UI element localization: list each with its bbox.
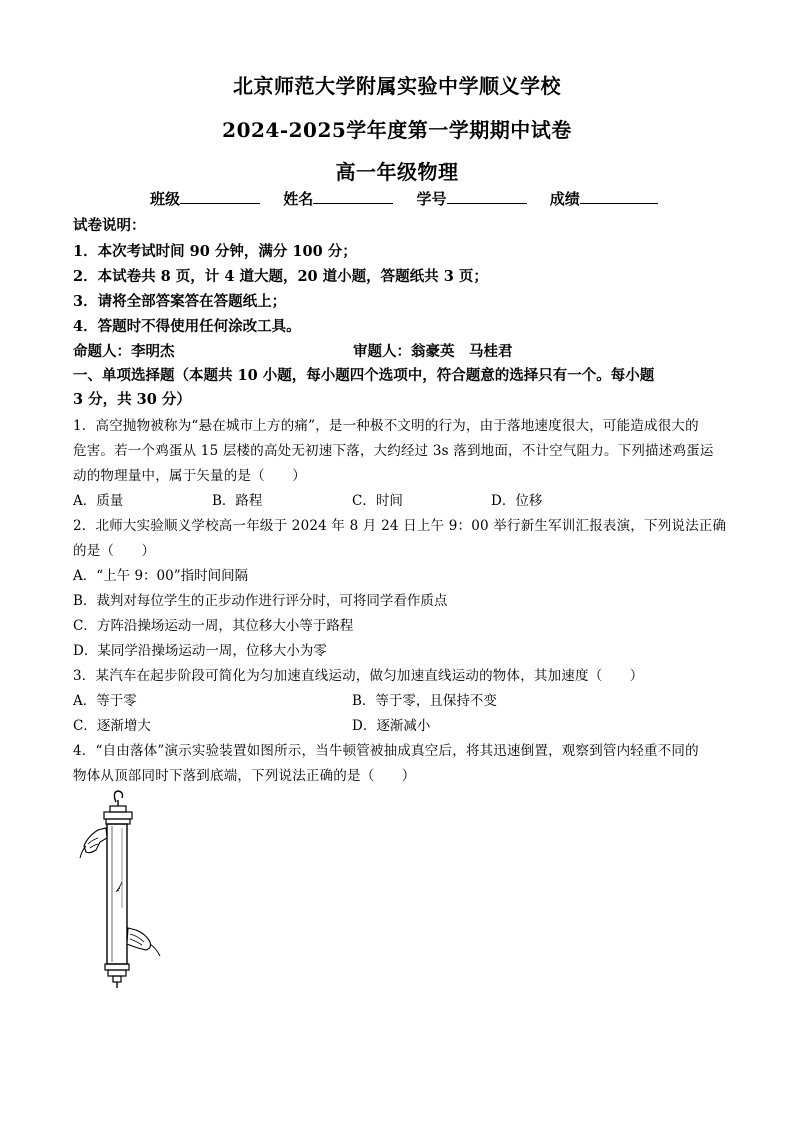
q4-text: 4．“自由落体”演示实验装置如图所示，当牛顿管被抽成真空后，将其迅速倒置，观察到管内轻重不同的 xyxy=(73,743,699,759)
id-blank xyxy=(447,189,527,204)
q2-option-d: D．某同学沿操场运动一周，位移大小为零 xyxy=(73,643,327,659)
student-info-fields xyxy=(150,188,658,209)
q2-option-c: C．方阵沿操场运动一周，其位移大小等于路程 xyxy=(73,618,354,634)
instructions-heading: 试卷说明： xyxy=(73,217,146,234)
q3-text: 3．某汽车在起步阶段可简化为匀加速直线运动，做匀加速直线运动的物体，其加速度（ ） xyxy=(73,668,644,684)
q2-option-b: B．裁判对每位学生的正步动作进行评分时，可将同学看作质点 xyxy=(73,593,448,609)
score-label: 成绩 xyxy=(549,190,580,208)
q2-option-a: A．“上午 9：00”指时间间隔 xyxy=(73,568,249,584)
id-label: 学号 xyxy=(416,190,447,208)
q1-option-d: D．位移 xyxy=(491,493,543,509)
subject-title: 高一年级物理 xyxy=(335,160,459,184)
name-label: 姓名 xyxy=(283,190,314,208)
q3-option-c: C．逐渐增大 xyxy=(73,718,151,734)
q4-text: 物体从顶部同时下落到底端，下列说法正确的是（ ） xyxy=(73,768,416,784)
name-blank xyxy=(313,189,393,204)
q1-text: 1．高空抛物被称为“悬在城市上方的痛”，是一种极不文明的行为，由于落地速度很大，可能造成很大的 xyxy=(73,418,699,434)
q3-option-a: A．等于零 xyxy=(73,693,137,709)
instruction-item: 4．答题时不得使用任何涂改工具。 xyxy=(73,318,301,335)
q1-text: 动的物理量中，属于矢量的是（ ） xyxy=(73,468,306,484)
q2-text: 的是（ ） xyxy=(73,543,156,559)
q1-text: 危害。若一个鸡蛋从 15 层楼的高处无初速下落，大约经过 3s 落到地面，不计空气阻力。下列描述鸡蛋运 xyxy=(73,443,714,459)
instruction-item: 2．本试卷共 8 页，计 4 道大题，20 道小题，答题纸共 3 页； xyxy=(73,268,488,285)
section-heading: 一、单项选择题（本题共 10 小题，每小题四个选项中，符合题意的选择只有一个。每小题 xyxy=(73,367,655,384)
instruction-item: 3．请将全部答案答在答题纸上； xyxy=(73,293,287,310)
class-blank xyxy=(180,189,260,204)
instruction-item: 1．本次考试时间 90 分钟，满分 100 分； xyxy=(73,243,357,260)
q1-option-b: B．路程 xyxy=(212,493,263,509)
exam-title: 2024-2025学年度第一学期期中试卷 xyxy=(222,118,572,142)
school-title: 北京师范大学附属实验中学顺义学校 xyxy=(233,74,561,98)
score-blank xyxy=(580,189,658,204)
author-line: 命题人：李明杰 xyxy=(73,343,175,360)
class-label: 班级 xyxy=(150,190,181,208)
q1-option-a: A．质量 xyxy=(73,493,124,509)
reviewer-line: 审题人：翁豪英 马桂君 xyxy=(353,343,513,360)
section-heading-cont: 3 分，共 30 分） xyxy=(73,391,191,408)
q2-text: 2．北师大实验顺义学校高一年级于 2024 年 8 月 24 日上午 9：00 举行新生军训汇报表演，下列说法正确 xyxy=(73,518,727,534)
newton-tube-figure xyxy=(76,788,166,998)
q1-option-c: C．时间 xyxy=(352,493,403,509)
q3-option-d: D．逐渐减小 xyxy=(352,718,431,734)
q3-option-b: B．等于零，且保持不变 xyxy=(352,693,497,709)
